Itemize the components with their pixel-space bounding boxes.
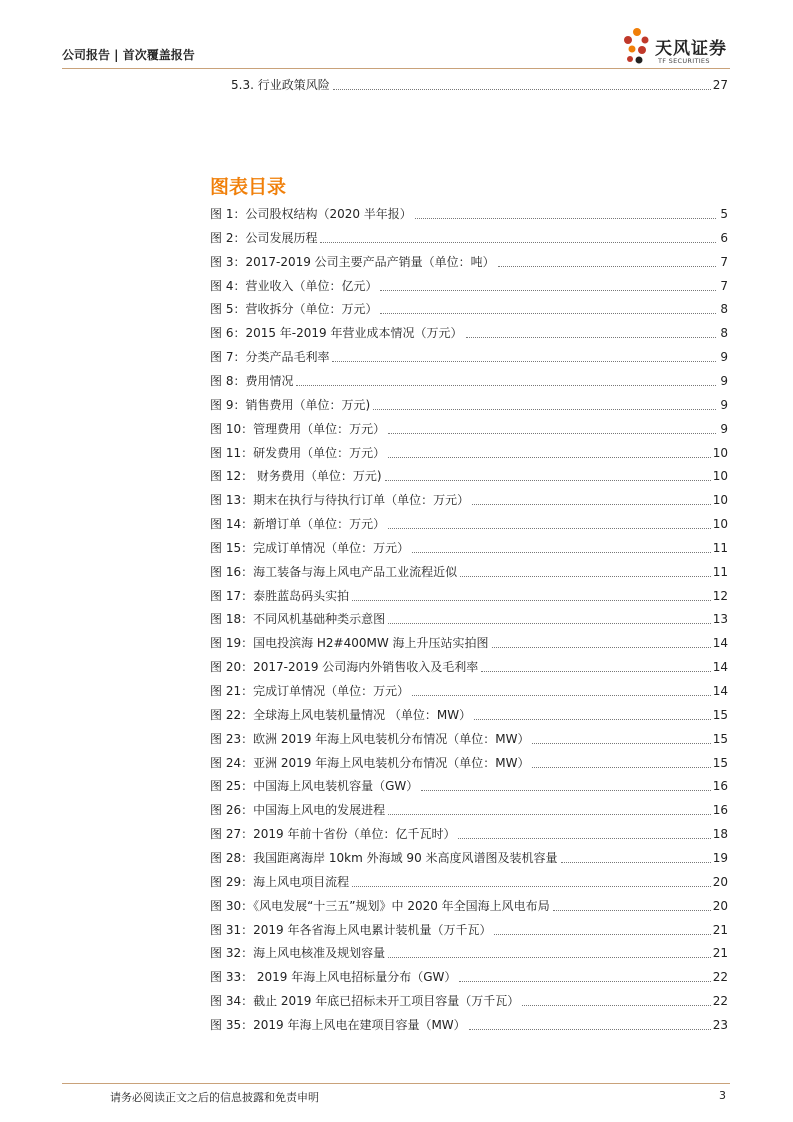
toc-leader bbox=[472, 504, 711, 505]
figure-index-label: 图 10：管理费用（单位：万元） bbox=[210, 421, 386, 436]
figure-index-entry[interactable] bbox=[210, 849, 728, 867]
figure-index-entry[interactable] bbox=[210, 253, 728, 271]
figure-index-page: 15 bbox=[712, 755, 728, 770]
tf-logo-icon bbox=[622, 26, 652, 68]
figure-index-page: 9 bbox=[720, 350, 728, 365]
toc-leader bbox=[380, 290, 716, 291]
toc-leader bbox=[458, 838, 710, 839]
figure-index-entry[interactable] bbox=[210, 467, 728, 485]
figure-index-entry[interactable] bbox=[210, 897, 728, 915]
toc-page-number: 27 bbox=[712, 78, 728, 92]
figure-index-label: 图 20：2017-2019 公司海内外销售收入及毛利率 bbox=[210, 660, 479, 675]
figure-index-label: 图 22：全球海上风电装机量情况 （单位：MW） bbox=[210, 707, 472, 722]
figure-index-label: 图 35：2019 年海上风电在建项目容量（MW） bbox=[210, 1017, 466, 1032]
toc-leader bbox=[296, 385, 716, 386]
figure-index-page: 5 bbox=[720, 207, 728, 221]
footer-page-number: 3 bbox=[719, 1089, 726, 1102]
figure-index-label: 图 17：泰胜蓝岛码头实拍 bbox=[210, 588, 350, 603]
figure-index-label: 图 18：不同风机基础种类示意图 bbox=[210, 612, 386, 627]
toc-leader bbox=[498, 266, 716, 267]
figure-index-page: 14 bbox=[712, 684, 728, 698]
toc-section-entry[interactable] bbox=[231, 76, 728, 94]
figure-index-entry[interactable] bbox=[210, 229, 728, 247]
figure-index-label: 图 19：国电投滨海 H2#400MW 海上升压站实拍图 bbox=[210, 636, 489, 651]
toc-leader bbox=[388, 623, 711, 624]
figure-index-entry[interactable] bbox=[210, 1016, 728, 1034]
figure-index-entry[interactable] bbox=[210, 944, 728, 962]
figure-index-entry[interactable] bbox=[210, 610, 728, 628]
figure-index-label: 图 1：公司股权结构（2020 半年报） bbox=[210, 207, 412, 221]
figure-index-label: 图 15：完成订单情况（单位：万元） bbox=[210, 540, 410, 555]
toc-leader bbox=[320, 242, 716, 243]
figure-index-page: 14 bbox=[712, 660, 728, 675]
figure-index-entry[interactable] bbox=[210, 968, 728, 986]
toc-leader bbox=[460, 576, 711, 577]
figure-index-entry[interactable] bbox=[210, 706, 728, 724]
toc-leader bbox=[332, 361, 716, 362]
toc-leader bbox=[459, 981, 710, 982]
figure-index-label: 图 3：2017-2019 公司主要产品产销量（单位：吨） bbox=[210, 254, 495, 269]
figure-index-label: 图 34：截止 2019 年底已招标未开工项目容量（万千瓦） bbox=[210, 994, 520, 1009]
figure-index-entry[interactable] bbox=[210, 754, 728, 772]
figure-index-entry[interactable] bbox=[210, 300, 728, 318]
toc-leader bbox=[388, 433, 716, 434]
logo-name-cn: 天风证券 bbox=[655, 39, 727, 59]
figure-index-page: 21 bbox=[712, 946, 728, 961]
figure-index-entry[interactable] bbox=[210, 420, 728, 438]
figure-index-label: 图 33： 2019 年海上风电招标量分布（GW） bbox=[210, 970, 457, 985]
toc-leader bbox=[494, 934, 710, 935]
figure-index-page: 18 bbox=[712, 827, 728, 842]
toc-leader bbox=[561, 862, 711, 863]
toc-leader bbox=[333, 89, 711, 90]
figure-index-page: 10 bbox=[712, 493, 728, 508]
figure-index-label: 图 23：欧洲 2019 年海上风电装机分布情况（单位：MW） bbox=[210, 731, 530, 746]
toc-leader bbox=[412, 695, 711, 696]
toc-leader bbox=[373, 409, 716, 410]
figure-index-entry[interactable] bbox=[210, 587, 728, 605]
figure-index-entry[interactable] bbox=[210, 873, 728, 891]
figure-index-page: 10 bbox=[712, 469, 728, 484]
figure-index-entry[interactable] bbox=[210, 992, 728, 1010]
figure-index-entry[interactable] bbox=[210, 539, 728, 557]
figure-index-label: 图 29：海上风电项目流程 bbox=[210, 874, 350, 889]
figure-index-label: 图 4：营业收入（单位：亿元） bbox=[210, 278, 378, 293]
figure-index-entry[interactable] bbox=[210, 801, 728, 819]
figure-index-entry[interactable] bbox=[210, 205, 728, 223]
figure-index-page: 19 bbox=[712, 850, 728, 865]
figure-index-entry[interactable] bbox=[210, 825, 728, 843]
figure-index-label: 图 2：公司发展历程 bbox=[210, 230, 318, 245]
figure-index-label: 图 26：中国海上风电的发展进程 bbox=[210, 803, 386, 818]
figure-index-label: 图 7：分类产品毛利率 bbox=[210, 350, 330, 365]
toc-leader bbox=[492, 647, 711, 648]
figure-index-entry[interactable] bbox=[210, 396, 728, 414]
figure-index-page: 6 bbox=[720, 230, 728, 245]
toc-leader bbox=[522, 1005, 710, 1006]
figure-index-entry[interactable] bbox=[210, 658, 728, 676]
figure-index-label: 图 11：研发费用（单位：万元） bbox=[210, 445, 386, 460]
figure-index-entry[interactable] bbox=[210, 634, 728, 652]
toc-leader bbox=[466, 337, 717, 338]
toc-leader bbox=[385, 480, 711, 481]
figure-index-entry[interactable] bbox=[210, 730, 728, 748]
figure-index-page: 9 bbox=[720, 397, 728, 412]
figure-index-page: 20 bbox=[712, 874, 728, 889]
figure-index-label: 图 8：费用情况 bbox=[210, 373, 294, 388]
figure-index-entry[interactable] bbox=[210, 277, 728, 295]
figure-index-entry[interactable] bbox=[210, 682, 728, 700]
figure-index-label: 图 28：我国距离海岸 10km 外海域 90 米高度风谱图及装机容量 bbox=[210, 850, 558, 865]
figure-index-label: 图 31：2019 年各省海上风电累计装机量（万千瓦） bbox=[210, 922, 492, 937]
toc-section-label: 5.3. 行业政策风险 bbox=[231, 78, 330, 92]
figure-index-label: 图 25：中国海上风电装机容量（GW） bbox=[210, 779, 419, 794]
footer-rule bbox=[62, 1083, 730, 1084]
toc-leader bbox=[380, 313, 716, 314]
figure-index-page: 12 bbox=[712, 588, 728, 603]
figure-index-page: 8 bbox=[720, 302, 728, 317]
toc-leader bbox=[481, 671, 710, 672]
figure-index-label: 图 13：期末在执行与待执行订单（单位：万元） bbox=[210, 493, 470, 508]
figure-index-page: 22 bbox=[712, 970, 728, 985]
figure-index-label: 图 5：营收拆分（单位：万元） bbox=[210, 302, 378, 317]
header-label: 公司报告 | 首次覆盖报告 bbox=[62, 48, 195, 62]
figure-index-page: 16 bbox=[712, 779, 728, 794]
figure-index-label: 图 30：《风电发展“十三五”规划》中 2020 年全国海上风电布局 bbox=[210, 898, 550, 913]
toc-leader bbox=[474, 719, 711, 720]
figure-index-page: 23 bbox=[712, 1017, 728, 1032]
company-logo bbox=[622, 26, 734, 68]
figure-index-page: 7 bbox=[720, 278, 728, 293]
toc-leader bbox=[532, 767, 710, 768]
toc-leader bbox=[388, 528, 711, 529]
figure-index-page: 11 bbox=[712, 564, 728, 579]
toc-leader bbox=[352, 886, 711, 887]
figure-index-label: 图 14：新增订单（单位：万元） bbox=[210, 517, 386, 532]
figure-index-entry[interactable] bbox=[210, 563, 728, 581]
figure-index-page: 9 bbox=[720, 373, 728, 388]
figure-index-entry[interactable] bbox=[210, 921, 728, 939]
figure-index-page: 7 bbox=[720, 254, 728, 269]
figure-index-page: 10 bbox=[712, 445, 728, 460]
figure-index-page: 11 bbox=[712, 540, 728, 555]
figure-index-page: 15 bbox=[712, 731, 728, 746]
toc-leader bbox=[421, 790, 710, 791]
toc-leader bbox=[388, 957, 711, 958]
figure-index-page: 9 bbox=[720, 421, 728, 436]
figure-index-label: 图 24：亚洲 2019 年海上风电装机分布情况（单位：MW） bbox=[210, 755, 530, 770]
header-rule bbox=[62, 68, 730, 69]
figure-index-page: 8 bbox=[720, 326, 728, 341]
figure-index-label: 图 32：海上风电核准及规划容量 bbox=[210, 946, 386, 961]
figure-index-page: 15 bbox=[712, 707, 728, 722]
footer-disclaimer: 请务必阅读正文之后的信息披露和免责申明 bbox=[110, 1091, 319, 1104]
toc-leader bbox=[388, 814, 711, 815]
figure-index-entry[interactable] bbox=[210, 515, 728, 533]
figure-index-entry[interactable] bbox=[210, 372, 728, 390]
figure-index-page: 20 bbox=[712, 898, 728, 913]
toc-leader bbox=[352, 600, 711, 601]
figure-index-page: 21 bbox=[712, 922, 728, 937]
toc-leader bbox=[388, 457, 711, 458]
toc-leader bbox=[532, 743, 710, 744]
figure-index-label: 图 21：完成订单情况（单位：万元） bbox=[210, 684, 410, 698]
figure-index-title: 图表目录 bbox=[210, 176, 287, 198]
logo-name-en: TF SECURITIES bbox=[658, 57, 710, 65]
figure-index-label: 图 9：销售费用（单位：万元) bbox=[210, 397, 371, 412]
figure-index-label: 图 27：2019 年前十省份（单位：亿千瓦时） bbox=[210, 827, 456, 842]
figure-index-label: 图 12： 财务费用（单位：万元) bbox=[210, 469, 382, 484]
figure-index-entry[interactable] bbox=[210, 324, 728, 342]
toc-leader bbox=[415, 218, 716, 219]
figure-index-entry[interactable] bbox=[210, 444, 728, 462]
figure-index-page: 14 bbox=[712, 636, 728, 651]
figure-index-entry[interactable] bbox=[210, 348, 728, 366]
toc-leader bbox=[469, 1029, 711, 1030]
figure-index-label: 图 6：2015 年-2019 年营业成本情况（万元） bbox=[210, 326, 463, 341]
figure-index-entry[interactable] bbox=[210, 777, 728, 795]
figure-index-page: 10 bbox=[712, 517, 728, 532]
figure-index-label: 图 16：海工装备与海上风电产品工业流程近似 bbox=[210, 564, 458, 579]
figure-index-entry[interactable] bbox=[210, 491, 728, 509]
toc-leader bbox=[553, 910, 711, 911]
toc-leader bbox=[412, 552, 711, 553]
figure-index-page: 16 bbox=[712, 803, 728, 818]
figure-index-page: 22 bbox=[712, 994, 728, 1009]
figure-index-page: 13 bbox=[712, 612, 728, 627]
